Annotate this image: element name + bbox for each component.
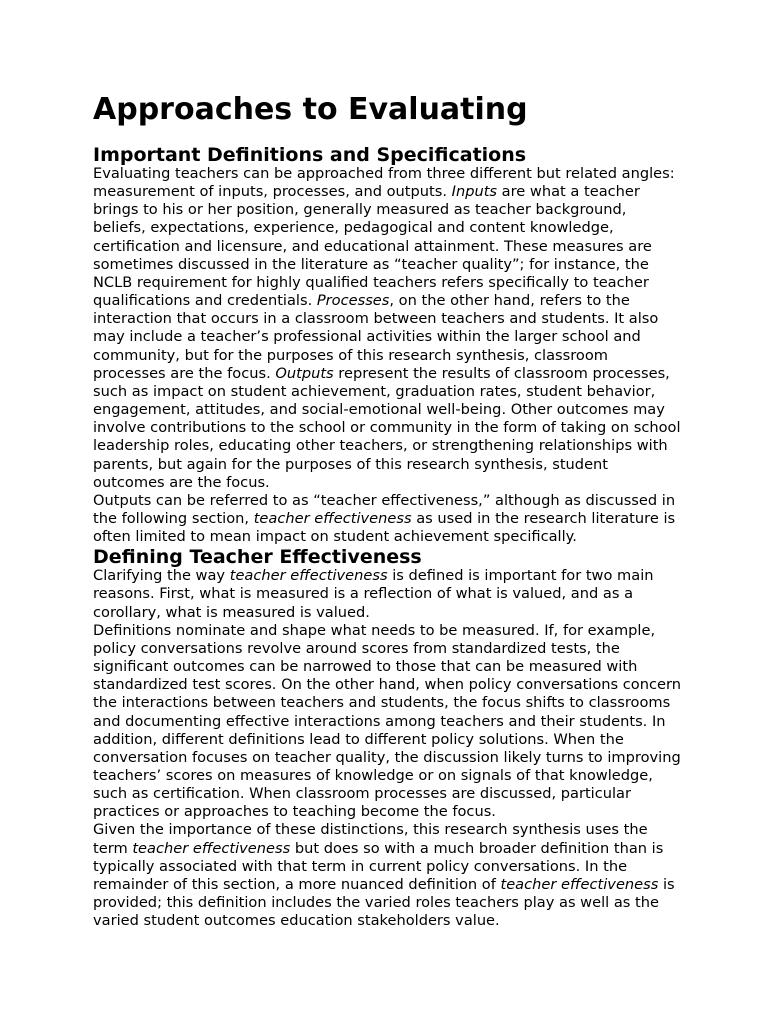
document-page bbox=[93, 90, 683, 930]
paragraph-text: represent the results of classroom processes, such as impact on student achievement, graduation rates, student behavior, engagement, attitudes, and social-emotional well-being. Other outcomes may involve contributions to the school or community in the form of taking on school leadership roles, educating other teachers, or strengthening relationships with parents, but again for the purposes of this research synthesis, student outcomes are the focus. bbox=[93, 364, 681, 491]
emphasis-inputs: Inputs bbox=[451, 183, 498, 201]
paragraph-text: Outputs can be referred to as “teacher effectiveness,” although as discussed in the following section, bbox=[93, 491, 676, 527]
section-heading-definitions: Important Definitions and Specifications bbox=[93, 144, 527, 166]
paragraph-definitions-nominate bbox=[93, 622, 683, 822]
paragraph-outputs-effectiveness bbox=[93, 492, 683, 546]
emphasis-teacher-effectiveness: teacher effectiveness bbox=[253, 509, 412, 527]
paragraph-text: is provided; this definition includes the varied roles teachers play as well as the varied student outcomes education stakeholders value. bbox=[93, 875, 675, 930]
emphasis-teacher-effectiveness: teacher effectiveness bbox=[229, 567, 388, 585]
paragraph-text: , on the other hand, refers to the interaction that occurs in a classroom between teachers and students. It also may include a teacher’s professional activities within the larger school and community, but for the purposes of this research synthesis, classroom processes are the focus. bbox=[93, 292, 659, 382]
paragraph-clarifying bbox=[93, 567, 683, 621]
paragraph-text: is defined is important for two main reasons. First, what is measured is a reflection of what is valued, and as a corollary, what is measured is valued. bbox=[93, 567, 654, 621]
paragraph-inputs-processes-outputs bbox=[93, 165, 683, 492]
document-title: Approaches to Evaluating bbox=[93, 92, 528, 127]
paragraph-text: Evaluating teachers can be approached from three different but related angles: measurement of inputs, processes, and outputs. bbox=[93, 165, 675, 201]
paragraph-text: Given the importance of these distinctions, this research synthesis uses the term bbox=[93, 821, 648, 857]
emphasis-teacher-effectiveness: teacher effectiveness bbox=[500, 875, 659, 893]
paragraph-text: Definitions nominate and shape what needs to be measured. If, for example, policy conversations revolve around scores from standardized tests, the significant outcomes can be narrowed to those that can be measured with standardized test scores. On the other hand, when policy conversations concern the interactions between teachers and students, the focus shifts to classrooms and documenting effective interactions among teachers and their students. In addition, different definitions lead to different policy solutions. When the conversation focuses on teacher quality, the discussion likely turns to improving teachers’ scores on measures of knowledge or on signals of that knowledge, such as certification. When classroom processes are discussed, particular practices or approaches to teaching become the focus. bbox=[93, 621, 681, 821]
paragraph-text: but does so with a much broader definition than is typically associated with that term in current policy conversations. In the remainder of this section, a more nuanced definition of bbox=[93, 839, 664, 893]
emphasis-processes: Processes bbox=[316, 292, 390, 310]
paragraph-text: as used in the research literature is often limited to mean impact on student achievement specifically. bbox=[93, 509, 676, 546]
paragraph-importance-distinctions bbox=[93, 821, 683, 930]
section-heading-defining-effectiveness: Defining Teacher Effectiveness bbox=[93, 546, 422, 569]
paragraph-text: Clarifying the way bbox=[93, 567, 230, 585]
emphasis-outputs: Outputs bbox=[275, 364, 334, 382]
paragraph-text: are what a teacher brings to his or her position, generally measured as teacher background, beliefs, expectations, experience, pedagogical and content knowledge, certification and licensure, and educational attainment. These measures are sometimes discussed in the literature as “teacher quality”; for instance, the NCLB requirement for highly qualified teachers refers specifically to teacher qualifications and credentials. bbox=[93, 183, 652, 310]
emphasis-teacher-effectiveness: teacher effectiveness bbox=[132, 839, 291, 857]
